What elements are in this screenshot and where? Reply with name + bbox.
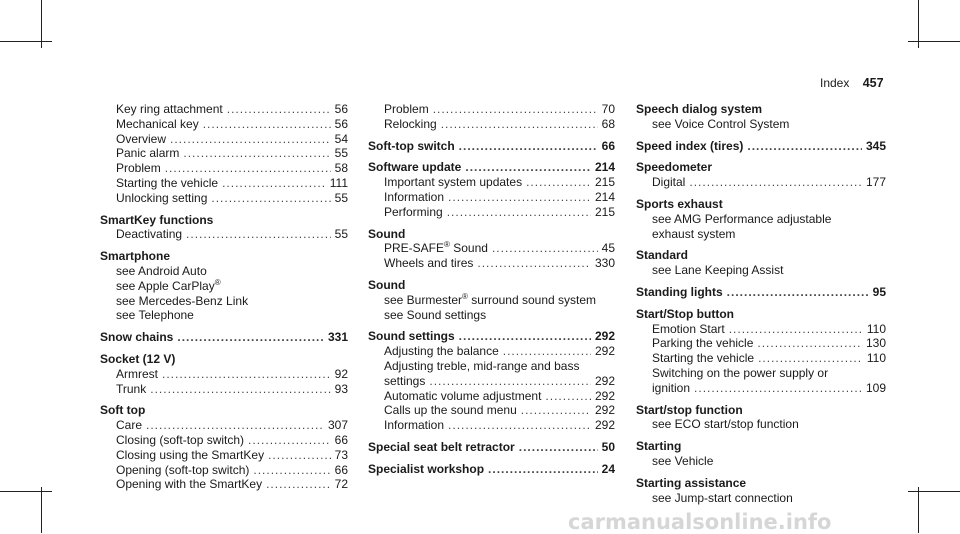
entry-label: Switching on the power supply or bbox=[652, 365, 829, 380]
index-heading bbox=[636, 248, 886, 263]
leader-dots bbox=[477, 256, 591, 271]
entry-label: Digital bbox=[652, 175, 686, 190]
page-ref: 109 bbox=[865, 380, 886, 395]
leader-dots bbox=[177, 330, 324, 345]
index-subentry bbox=[100, 477, 348, 492]
leader-dots bbox=[757, 336, 862, 351]
entry-label: see Voice Control System bbox=[652, 116, 790, 131]
leader-dots bbox=[519, 440, 598, 455]
entry-label: Start/Stop button bbox=[636, 306, 734, 321]
index-column-1 bbox=[100, 102, 348, 492]
page-ref: 93 bbox=[334, 381, 348, 396]
index-subentry bbox=[100, 418, 348, 433]
entry-label: Software update bbox=[368, 160, 462, 175]
index-heading bbox=[368, 139, 615, 154]
index-subentry bbox=[368, 403, 615, 418]
index-subentry bbox=[100, 433, 348, 448]
entry-label: Parking the vehicle bbox=[652, 336, 754, 351]
index-column-3 bbox=[636, 102, 886, 505]
index-subentry bbox=[636, 227, 886, 242]
entry-label: see Jump-start connection bbox=[652, 490, 793, 505]
leader-dots bbox=[694, 381, 862, 396]
entry-label: see ECO start/stop function bbox=[652, 417, 799, 432]
index-subentry bbox=[100, 146, 348, 161]
entry-label: settings bbox=[384, 373, 426, 388]
leader-dots bbox=[545, 389, 591, 404]
page-ref: 130 bbox=[865, 336, 886, 351]
page-ref: 55 bbox=[334, 190, 348, 205]
index-subentry bbox=[100, 382, 348, 397]
entry-label: see Sound settings bbox=[384, 307, 487, 322]
page-ref: 292 bbox=[594, 403, 615, 418]
leader-dots bbox=[727, 285, 869, 300]
entry-label: Problem bbox=[384, 102, 429, 116]
entry-label: see Vehicle bbox=[652, 453, 714, 468]
entry-label: Start/stop function bbox=[636, 402, 743, 417]
entry-label: PRE-SAFE® Sound bbox=[384, 240, 488, 256]
page-ref: 55 bbox=[334, 227, 348, 242]
index-subentry bbox=[636, 366, 886, 381]
index-subentry bbox=[636, 175, 886, 190]
leader-dots bbox=[162, 367, 331, 382]
page-ref: 45 bbox=[601, 241, 615, 256]
leader-dots bbox=[165, 161, 331, 176]
page-ref: 110 bbox=[866, 351, 886, 366]
page-ref: 72 bbox=[334, 477, 348, 492]
index-subentry bbox=[368, 344, 615, 359]
leader-dots bbox=[488, 462, 598, 477]
index-subentry bbox=[100, 117, 348, 132]
index-subentry bbox=[100, 264, 348, 279]
page-ref: 56 bbox=[334, 116, 348, 131]
entry-label: Socket (12 V) bbox=[100, 351, 176, 366]
index-subentry bbox=[636, 454, 886, 469]
entry-label: Care bbox=[116, 418, 143, 433]
entry-label: Automatic volume adjustment bbox=[384, 388, 542, 403]
entry-label: Sound bbox=[368, 277, 406, 292]
index-subentry bbox=[100, 279, 348, 294]
leader-dots bbox=[248, 433, 331, 448]
index-subentry bbox=[368, 256, 615, 271]
index-heading bbox=[636, 285, 886, 300]
entry-label: see Lane Keeping Assist bbox=[652, 263, 784, 278]
leader-dots bbox=[266, 477, 331, 492]
page-ref: 66 bbox=[334, 462, 348, 477]
index-subentry bbox=[100, 176, 348, 191]
leader-dots bbox=[433, 102, 598, 117]
index-subentry bbox=[636, 322, 886, 337]
index-heading bbox=[636, 307, 886, 322]
index-subentry bbox=[368, 102, 615, 117]
entry-label: Starting the vehicle bbox=[116, 175, 219, 190]
page-ref: 92 bbox=[334, 366, 348, 381]
leader-dots bbox=[227, 102, 331, 117]
index-heading bbox=[100, 352, 348, 367]
index-subentry bbox=[368, 389, 615, 404]
page-ref: 215 bbox=[594, 204, 615, 219]
entry-label: see Apple CarPlay® bbox=[116, 277, 221, 293]
entry-label: Important system updates bbox=[384, 175, 523, 190]
page-ref: 56 bbox=[334, 102, 348, 116]
page-number: 457 bbox=[862, 76, 884, 90]
entry-label: Emotion Start bbox=[652, 321, 725, 336]
index-heading bbox=[636, 160, 886, 175]
index-heading bbox=[636, 139, 886, 154]
entry-label: Standard bbox=[636, 248, 689, 263]
index-subentry bbox=[368, 374, 615, 389]
entry-label: Opening (soft-top switch) bbox=[116, 462, 250, 477]
leader-dots bbox=[429, 374, 591, 389]
page-ref: 111 bbox=[329, 175, 348, 190]
entry-label: Performing bbox=[384, 204, 443, 219]
entry-label: Opening with the SmartKey bbox=[116, 477, 263, 492]
entry-label: Calls up the sound menu bbox=[384, 403, 517, 418]
entry-label: Wheels and tires bbox=[384, 256, 474, 271]
page-ref: 73 bbox=[334, 447, 348, 462]
page-ref: 50 bbox=[601, 439, 615, 454]
page-ref: 214 bbox=[594, 160, 615, 175]
entry-label: Sports exhaust bbox=[636, 196, 723, 211]
leader-dots bbox=[729, 322, 863, 337]
page-ref: 70 bbox=[601, 102, 615, 116]
page-ref: 177 bbox=[865, 175, 886, 190]
leader-dots bbox=[441, 117, 598, 132]
entry-label: Smartphone bbox=[100, 249, 171, 264]
entry-label: Starting the vehicle bbox=[652, 351, 755, 366]
leader-dots bbox=[150, 382, 330, 397]
entry-label: Adjusting the balance bbox=[384, 344, 499, 359]
entry-label: see Mercedes-Benz Link bbox=[116, 293, 249, 308]
entry-label: Panic alarm bbox=[116, 146, 180, 161]
entry-label: exhaust system bbox=[652, 226, 736, 241]
entry-label: see Burmester® surround sound system bbox=[384, 291, 596, 307]
entry-label: Information bbox=[384, 189, 445, 204]
crop-mark bbox=[908, 491, 960, 492]
entry-label: see Android Auto bbox=[116, 263, 207, 278]
leader-dots bbox=[448, 418, 591, 433]
index-subentry bbox=[100, 132, 348, 147]
entry-label: Armrest bbox=[116, 366, 158, 381]
index-heading bbox=[636, 102, 886, 117]
entry-label: Starting assistance bbox=[636, 475, 747, 490]
entry-label: Speedometer bbox=[636, 160, 713, 175]
entry-label: see AMG Performance adjustable bbox=[652, 211, 832, 226]
page-ref: 54 bbox=[334, 131, 348, 146]
watermark: carmanualsonline.info bbox=[568, 510, 832, 534]
leader-dots bbox=[465, 160, 591, 175]
entry-label: Sound settings bbox=[368, 329, 455, 344]
index-heading bbox=[368, 462, 615, 477]
index-subentry bbox=[100, 308, 348, 323]
leader-dots bbox=[503, 344, 591, 359]
entry-label: ignition bbox=[652, 380, 691, 395]
page-ref: 215 bbox=[594, 175, 615, 190]
index-subentry bbox=[368, 308, 615, 323]
index-subentry bbox=[100, 294, 348, 309]
index-subentry bbox=[636, 263, 886, 278]
index-subentry bbox=[100, 463, 348, 478]
index-heading bbox=[636, 439, 886, 454]
page-ref: 292 bbox=[594, 418, 615, 433]
entry-label: Key ring attachment bbox=[116, 102, 223, 116]
page-ref: 66 bbox=[334, 432, 348, 447]
index-subentry bbox=[100, 102, 348, 117]
leader-dots bbox=[758, 351, 863, 366]
page-ref: 68 bbox=[601, 116, 615, 131]
page-ref: 345 bbox=[865, 138, 886, 153]
entry-label: Problem bbox=[116, 161, 161, 176]
page-ref: 307 bbox=[327, 418, 348, 433]
entry-label: Adjusting treble, mid-range and bass bbox=[384, 358, 580, 373]
index-subentry bbox=[368, 117, 615, 132]
leader-dots bbox=[183, 146, 330, 161]
entry-label: Deactivating bbox=[116, 227, 183, 242]
leader-dots bbox=[459, 329, 591, 344]
entry-label: Mechanical key bbox=[116, 116, 199, 131]
page-ref: 66 bbox=[601, 138, 615, 153]
index-subentry bbox=[636, 212, 886, 227]
header-label: Index bbox=[820, 76, 850, 90]
index-subentry bbox=[368, 293, 615, 308]
entry-label: Closing (soft-top switch) bbox=[116, 432, 245, 447]
leader-dots bbox=[222, 176, 326, 191]
page-header bbox=[820, 76, 884, 90]
entry-label: Overview bbox=[116, 131, 167, 146]
entry-label: see Telephone bbox=[116, 308, 194, 323]
entry-label: Soft-top switch bbox=[368, 138, 455, 153]
entry-label: Unlocking setting bbox=[116, 190, 208, 205]
index-subentry bbox=[100, 161, 348, 176]
leader-dots bbox=[447, 205, 591, 220]
index-subentry bbox=[636, 351, 886, 366]
index-subentry bbox=[100, 367, 348, 382]
leader-dots bbox=[170, 132, 331, 147]
index-heading bbox=[368, 227, 615, 242]
index-subentry bbox=[636, 417, 886, 432]
index-subentry bbox=[100, 448, 348, 463]
page-ref: 292 bbox=[594, 388, 615, 403]
page-ref: 110 bbox=[866, 321, 886, 336]
page-ref: 58 bbox=[334, 161, 348, 176]
index-heading bbox=[368, 278, 615, 293]
page-ref: 24 bbox=[601, 461, 615, 476]
leader-dots bbox=[448, 190, 591, 205]
page-ref: 95 bbox=[872, 284, 886, 299]
index-subentry bbox=[100, 227, 348, 242]
crop-mark bbox=[41, 487, 42, 533]
leader-dots bbox=[689, 175, 862, 190]
entry-label: Standing lights bbox=[636, 284, 723, 299]
page-ref: 331 bbox=[327, 330, 348, 345]
index-heading bbox=[100, 403, 348, 418]
index-heading bbox=[368, 329, 615, 344]
page-ref: 330 bbox=[594, 256, 615, 271]
index-heading bbox=[636, 476, 886, 491]
index-subentry bbox=[636, 117, 886, 132]
entry-label: Soft top bbox=[100, 403, 146, 418]
leader-dots bbox=[186, 227, 331, 242]
index-heading bbox=[100, 249, 348, 264]
page-ref: 55 bbox=[334, 146, 348, 161]
leader-dots bbox=[268, 448, 331, 463]
crop-mark bbox=[908, 41, 960, 42]
page-ref: 292 bbox=[594, 344, 615, 359]
page-ref: 214 bbox=[594, 189, 615, 204]
index-column-2 bbox=[368, 102, 615, 477]
leader-dots bbox=[492, 241, 598, 256]
index-subentry bbox=[368, 190, 615, 205]
index-subentry bbox=[636, 336, 886, 351]
leader-dots bbox=[211, 191, 330, 206]
entry-label: Snow chains bbox=[100, 330, 174, 345]
entry-label: Relocking bbox=[384, 116, 437, 131]
leader-dots bbox=[747, 139, 862, 154]
index-subentry bbox=[368, 359, 615, 374]
leader-dots bbox=[521, 403, 591, 418]
leader-dots bbox=[526, 175, 591, 190]
entry-label: Trunk bbox=[116, 381, 147, 396]
leader-dots bbox=[253, 463, 330, 478]
page-ref: 292 bbox=[594, 373, 615, 388]
index-subentry bbox=[368, 205, 615, 220]
crop-mark bbox=[0, 491, 52, 492]
entry-label: Speech dialog system bbox=[636, 102, 763, 116]
entry-label: Specialist workshop bbox=[368, 461, 485, 476]
entry-label: Speed index (tires) bbox=[636, 138, 744, 153]
index-subentry bbox=[368, 418, 615, 433]
index-heading bbox=[100, 213, 348, 228]
index-subentry bbox=[368, 241, 615, 256]
entry-label: Closing using the SmartKey bbox=[116, 447, 265, 462]
index-subentry bbox=[636, 381, 886, 396]
page-ref: 292 bbox=[594, 329, 615, 344]
crop-mark bbox=[918, 487, 919, 533]
crop-mark bbox=[0, 41, 52, 42]
entry-label: SmartKey functions bbox=[100, 212, 214, 227]
leader-dots bbox=[146, 418, 324, 433]
index-heading bbox=[636, 197, 886, 212]
entry-label: Special seat belt retractor bbox=[368, 439, 515, 454]
index-heading bbox=[368, 160, 615, 175]
leader-dots bbox=[459, 139, 598, 154]
entry-label: Sound bbox=[368, 226, 406, 241]
entry-label: Starting bbox=[636, 439, 682, 454]
index-heading bbox=[100, 330, 348, 345]
index-heading bbox=[368, 440, 615, 455]
index-subentry bbox=[368, 175, 615, 190]
leader-dots bbox=[203, 117, 331, 132]
entry-label: Information bbox=[384, 418, 445, 433]
index-subentry bbox=[100, 191, 348, 206]
index-subentry bbox=[636, 491, 886, 506]
index-heading bbox=[636, 403, 886, 418]
